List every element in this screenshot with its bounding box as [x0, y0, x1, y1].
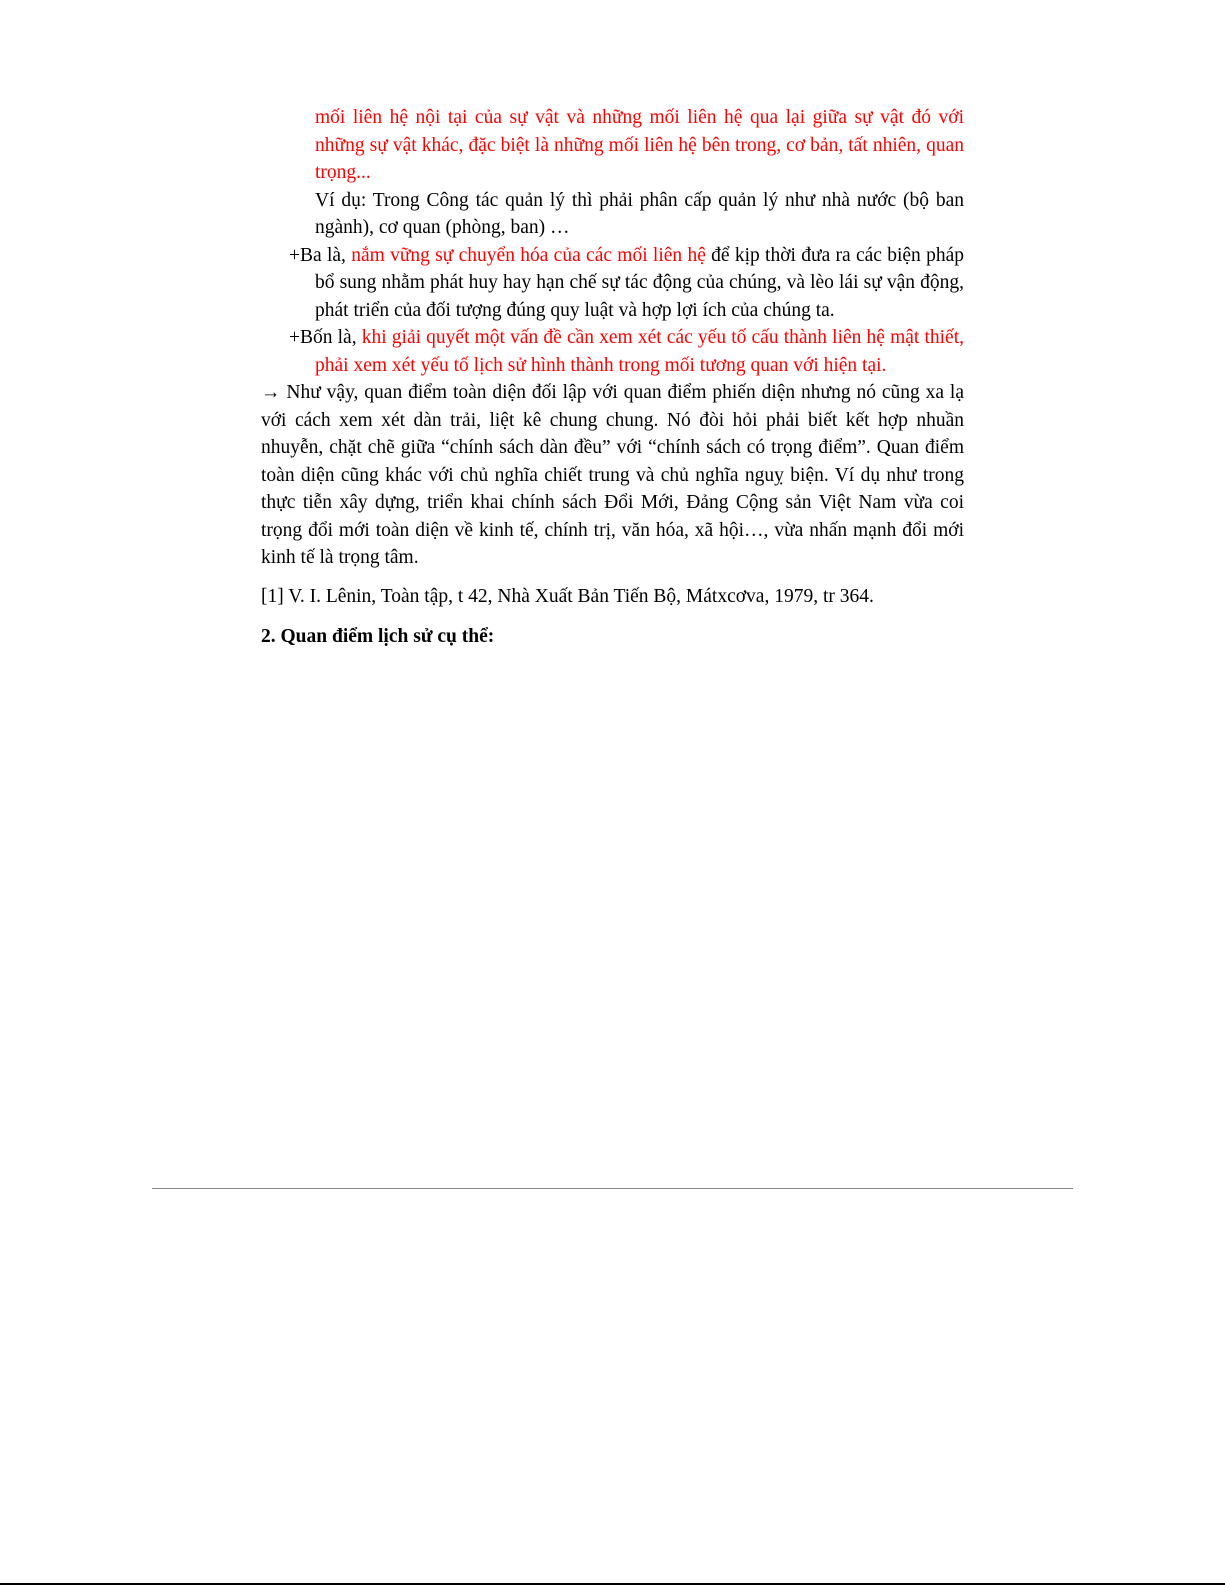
bullet-emphasis: nắm vững sự chuyển hóa của các mối liên hệ — [351, 244, 706, 266]
bullet-bon-la — [289, 324, 964, 379]
bullet-emphasis: khi giải quyết một vấn đề cần xem xét các yếu tố cấu thành liên hệ mật thiết, phải xem xét yếu tố lịch sử hình thành trong mối tương quan với hiện tại. — [315, 327, 965, 376]
example-paragraph: Ví dụ: Trong Công tác quản lý thì phải phân cấp quản lý như nhà nước (bộ ban ngành), cơ quan (phòng, ban) … — [315, 189, 964, 238]
section-heading: 2. Quan điểm lịch sử cụ thể: — [261, 626, 495, 647]
conclusion-paragraph — [261, 379, 964, 572]
bullet-ba-la — [289, 242, 964, 325]
paragraph-red-continuation: mối liên hệ nội tại của sự vật và những mối liên hệ qua lại giữa sự vật đó với những sự vật khác, đặc biệt là những mối liên hệ bên trong, cơ bản, tất nhiên, quan trọng... — [315, 107, 964, 183]
right-arrow-icon: → — [261, 382, 281, 403]
bullet-text: để kịp thời đưa ra các biện pháp bổ sung nhằm phát huy hay hạn chế sự tác động của chúng, và lèo lái sự vận động, phát triển của đối tượng đúng quy luật và hợp lợi ích của chúng ta. — [315, 244, 964, 321]
bullet-prefix: +Bốn là, — [289, 327, 362, 348]
bullet-prefix: +Ba là, — [289, 244, 352, 266]
page-divider — [152, 1188, 1073, 1189]
conclusion-text: Như vậy, quan điểm toàn diện đối lập với quan điểm phiến diện nhưng nó cũng xa lạ với cách xem xét dàn trải, liệt kê chung chung. Nó đòi hỏi phải biết kết hợp nhuần nhuyễn, chặt chẽ giữa “chính sách dàn đều” với “chính sách có trọng điểm”. Quan điểm toàn diện cũng khác với chủ nghĩa chiết trung và chủ nghĩa nguỵ biện. Ví dụ như trong thực tiễn xây dựng, triển khai chính sách Đổi Mới, Đảng Cộng sản Việt Nam vừa coi trọng đổi mới toàn diện về kinh tế, chính trị, văn hóa, xã hội…, vừa nhấn mạnh đổi mới kinh tế là trọng tâm. — [261, 382, 964, 568]
document-body — [261, 104, 964, 651]
footnote-reference: [1] V. I. Lênin, Toàn tập, t 42, Nhà Xuất Bản Tiến Bộ, Mátxcơva, 1979, tr 364. — [261, 585, 874, 607]
